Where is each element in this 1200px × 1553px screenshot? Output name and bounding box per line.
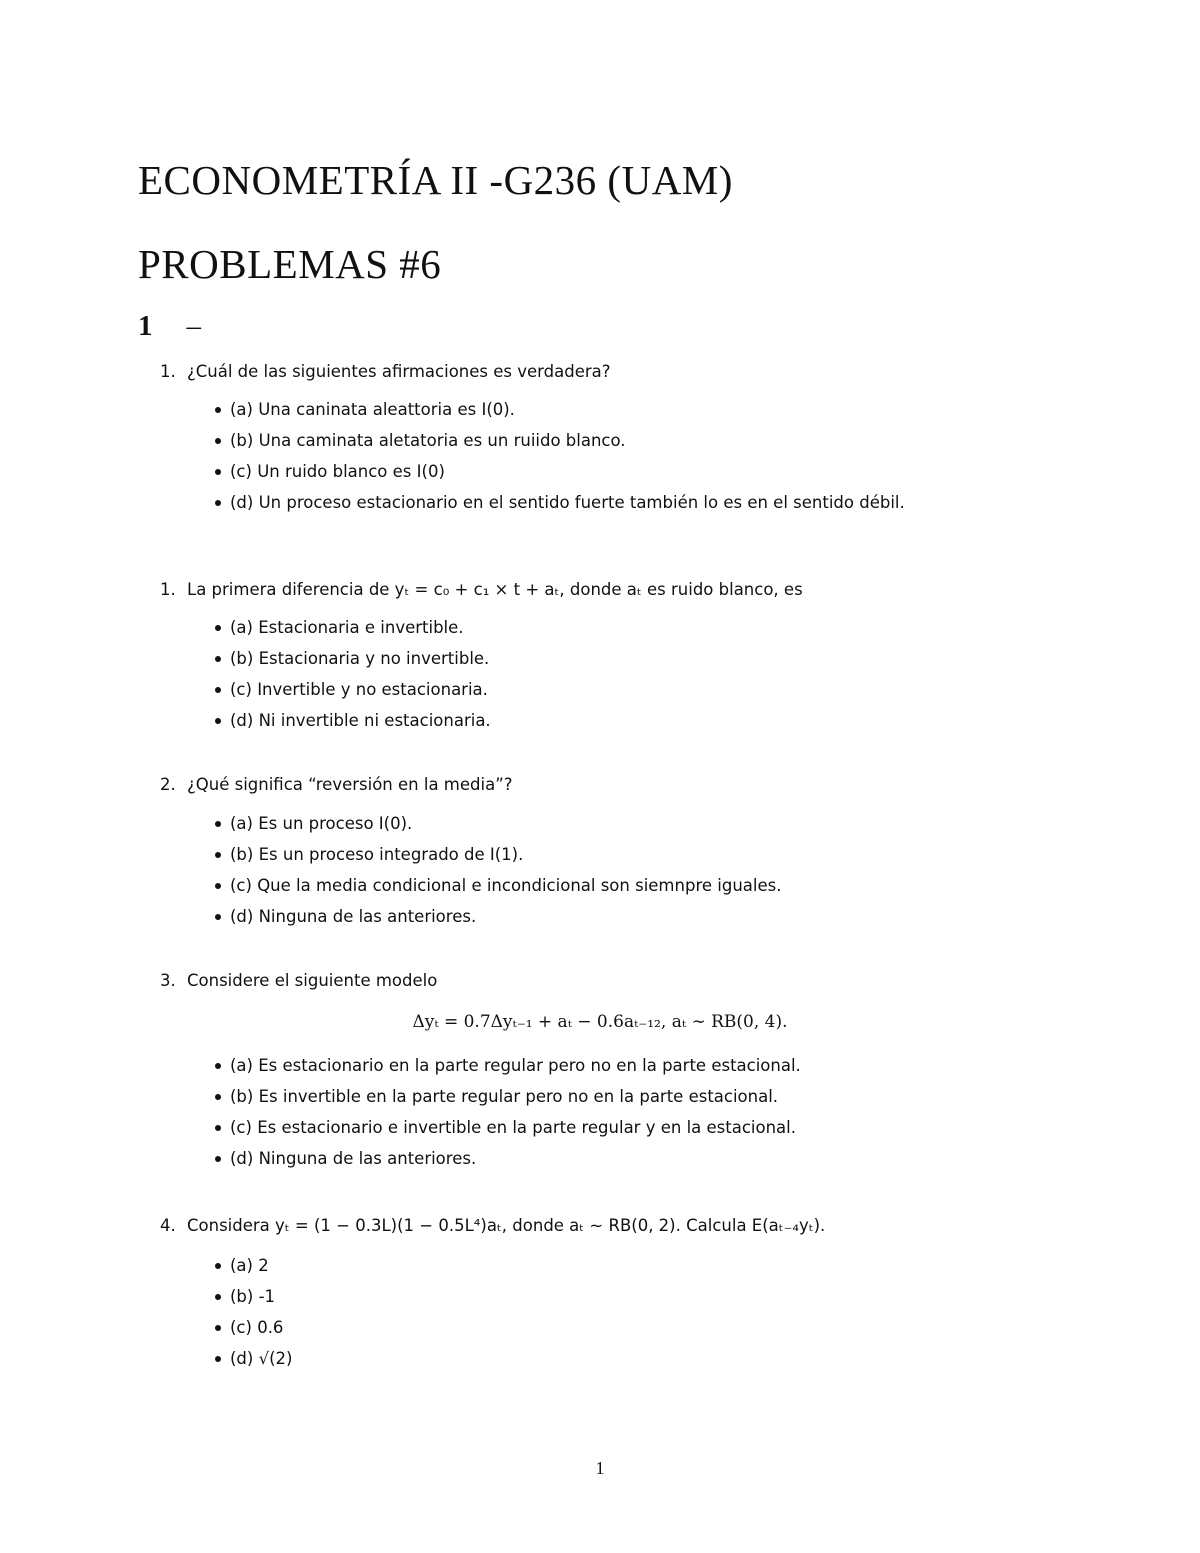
section-dash: – [186, 310, 201, 342]
section-number: 1 [138, 310, 153, 342]
document-title: ECONOMETRÍA II -G236 (UAM) [138, 157, 733, 203]
question-line [160, 775, 1120, 795]
options-list [160, 1256, 1120, 1380]
question-number: 1. [160, 580, 176, 599]
section-heading [138, 310, 201, 343]
option-item: (c) Es estacionario e invertible en la parte regular y en la estacional. [160, 1118, 1120, 1149]
question-text: ¿Qué significa “reversión en la media”? [187, 775, 513, 794]
option-item: (d) Ninguna de las anteriores. [160, 1149, 1120, 1180]
question-options-block [160, 1056, 1120, 1180]
question-number: 4. [160, 1216, 176, 1235]
question-line [160, 1216, 1120, 1236]
question-text: ¿Cuál de las siguientes afirmaciones es verdadera? [187, 362, 611, 381]
option-item: (b) Una caminata aletatoria es un ruiido blanco. [160, 431, 1120, 462]
options-list [160, 618, 1120, 742]
option-item: (a) Una caninata aleattoria es I(0). [160, 400, 1120, 431]
question-block [160, 580, 1120, 742]
question-line [160, 362, 1120, 382]
question-number: 3. [160, 971, 176, 990]
question-text: Considere el siguiente modelo [187, 971, 438, 990]
option-item: (b) Es invertible en la parte regular pero no en la parte estacional. [160, 1087, 1120, 1118]
option-item: (d) Un proceso estacionario en el sentido fuerte también lo es en el sentido débil. [160, 493, 1120, 524]
option-item: (d) Ni invertible ni estacionaria. [160, 711, 1120, 742]
option-item: (d) √(2) [160, 1349, 1120, 1380]
question-line [160, 580, 1120, 600]
option-item: (a) Estacionaria e invertible. [160, 618, 1120, 649]
option-item: (b) Estacionaria y no invertible. [160, 649, 1120, 680]
model-equation: Δyₜ = 0.7Δyₜ₋₁ + aₜ − 0.6aₜ₋₁₂, aₜ ∼ RB(0, 4). [412, 1012, 788, 1032]
question-number: 2. [160, 775, 176, 794]
option-item: (d) Ninguna de las anteriores. [160, 907, 1120, 938]
option-item: (c) Invertible y no estacionaria. [160, 680, 1120, 711]
options-list [160, 814, 1120, 938]
question-block [160, 362, 1120, 524]
options-list [160, 1056, 1120, 1180]
question-block [160, 1216, 1120, 1380]
question-block [160, 775, 1120, 938]
document-subtitle: PROBLEMAS #6 [138, 241, 442, 287]
option-item: (a) Es un proceso I(0). [160, 814, 1120, 845]
question-block [160, 971, 1120, 991]
option-item: (b) -1 [160, 1287, 1120, 1318]
option-item: (a) Es estacionario en la parte regular pero no en la parte estacional. [160, 1056, 1120, 1087]
page-number: 1 [595, 1458, 605, 1478]
option-item: (c) Un ruido blanco es I(0) [160, 462, 1120, 493]
option-item: (c) Que la media condicional e incondicional son siemnpre iguales. [160, 876, 1120, 907]
question-line [160, 971, 1120, 991]
question-text: La primera diferencia de yₜ = c₀ + c₁ × t + aₜ, donde aₜ es ruido blanco, es [187, 580, 803, 599]
option-item: (a) 2 [160, 1256, 1120, 1287]
question-text: Considera yₜ = (1 − 0.3L)(1 − 0.5L⁴)aₜ, donde aₜ ∼ RB(0, 2). Calcula E(aₜ₋₄yₜ). [187, 1216, 826, 1235]
option-item: (c) 0.6 [160, 1318, 1120, 1349]
option-item: (b) Es un proceso integrado de I(1). [160, 845, 1120, 876]
question-number: 1. [160, 362, 176, 381]
options-list [160, 400, 1120, 524]
